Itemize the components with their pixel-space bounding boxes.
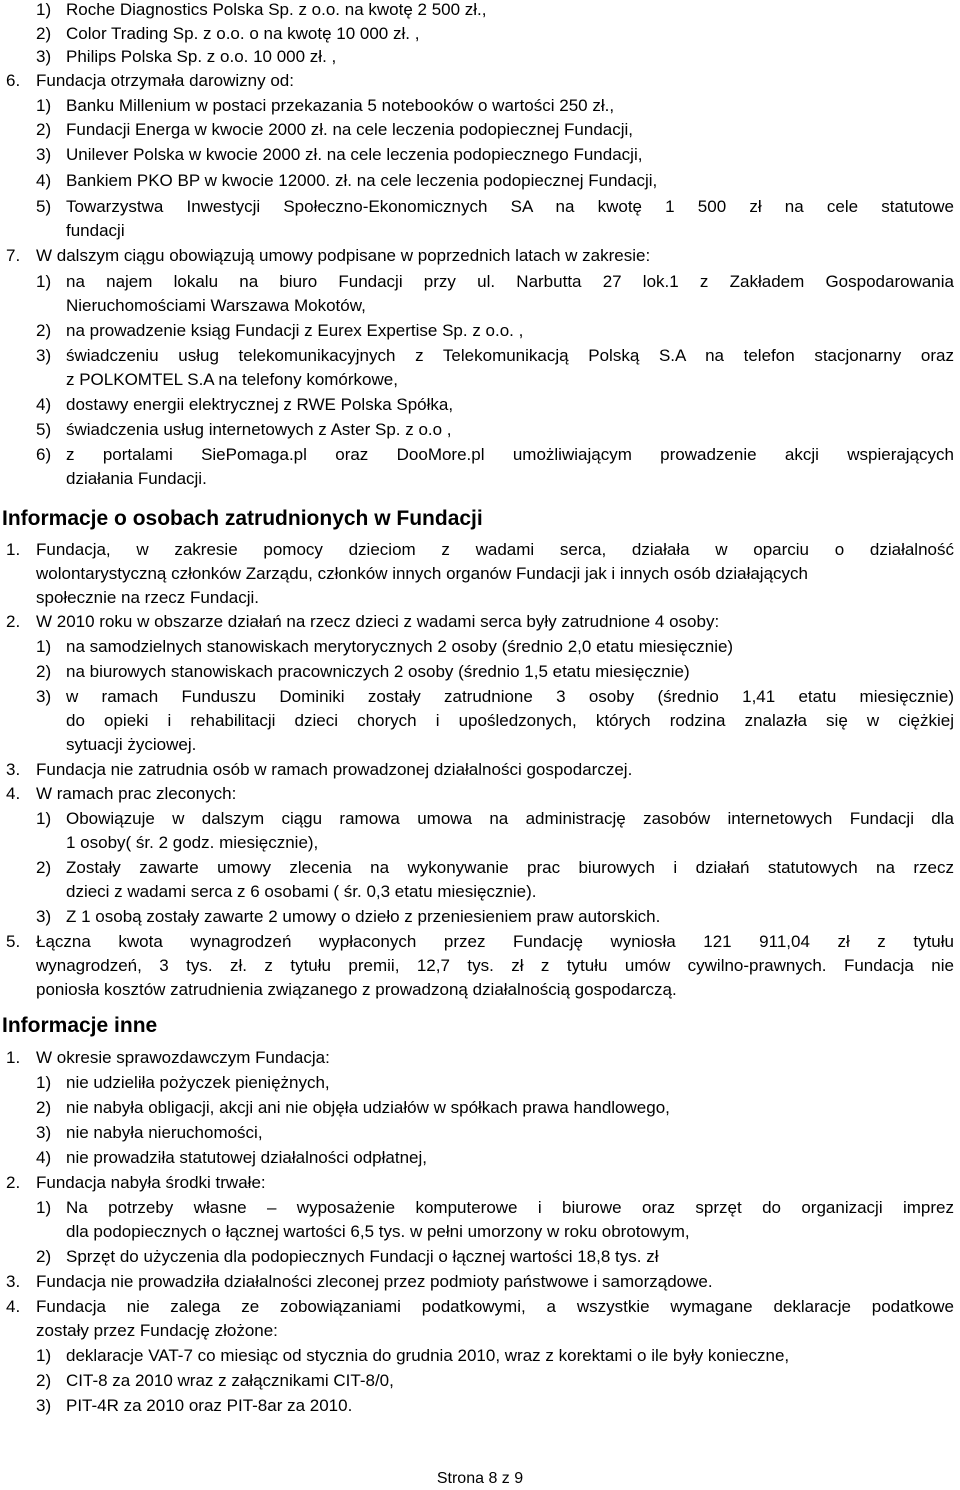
item-text: deklaracje VAT-7 co miesiąc od stycznia do grudnia 2010, wraz z korektami o ile były konieczne, xyxy=(66,1346,790,1365)
item-text: świadczenia usług internetowych z Aster Sp. z o.o , xyxy=(66,420,452,439)
item-number: 1. xyxy=(6,540,21,559)
item-number: 2) xyxy=(36,120,52,139)
item-text: Fundacja nie zatrudnia osób w ramach prowadzonej działalności gospodarczej. xyxy=(36,760,633,779)
item-number: 5) xyxy=(36,420,52,439)
item-text: Z 1 osobą zostały zawarte 2 umowy o dzieło z przeniesieniem praw autorskich. xyxy=(66,907,661,926)
item-text: W okresie sprawozdawczym Fundacja: xyxy=(36,1048,330,1067)
item-text-continued: do opieki i rehabilitacji dzieci chorych i upośledzonych, których rodzina znalazła się w ciężkiej xyxy=(66,711,954,730)
item-text: W ramach prac zleconych: xyxy=(36,784,237,803)
item-number: 7. xyxy=(6,246,21,265)
item-number: 4) xyxy=(36,395,52,414)
item-text: PIT-4R za 2010 oraz PIT-8ar za 2010. xyxy=(66,1396,353,1415)
paragraph-text-continued: zostały przez Fundację złożone: xyxy=(36,1321,278,1340)
item-text: dostawy energii elektrycznej z RWE Polska Spółka, xyxy=(66,395,454,414)
item-number: 3) xyxy=(36,145,52,164)
item-number: 3) xyxy=(36,47,52,66)
item-text: nie nabyła nieruchomości, xyxy=(66,1123,263,1142)
item-number: 6) xyxy=(36,445,52,464)
item-text: W 2010 roku w obszarze działań na rzecz dzieci z wadami serca były zatrudnione 4 osoby: xyxy=(36,612,720,631)
item-number: 5) xyxy=(36,197,52,216)
item-number: 1) xyxy=(36,1073,52,1092)
item-text: Banku Millenium w postaci przekazania 5 notebooków o wartości 250 zł., xyxy=(66,96,615,115)
item-number: 1) xyxy=(36,809,52,828)
item-number: 2) xyxy=(36,1098,52,1117)
item-text: Fundacja nabyła środki trwałe: xyxy=(36,1173,266,1192)
item-text: na biurowych stanowiskach pracowniczych 2 osoby (średnio 1,5 etatu miesięcznie) xyxy=(66,662,690,681)
item-text: Sprzęt do użyczenia dla podopiecznych Fundacji o łącznej wartości 18,8 tys. zł xyxy=(66,1247,659,1266)
item-number: 2) xyxy=(36,24,52,43)
item-text: Roche Diagnostics Polska Sp. z o.o. na kwotę 2 500 zł., xyxy=(66,0,487,19)
item-number: 3) xyxy=(36,346,52,365)
item-number: 3. xyxy=(6,1272,21,1291)
item-number: 3) xyxy=(36,1123,52,1142)
paragraph-text-continued: wolontarystyczną członków Zarządu, członków innych organów Fundacji jak i innych osób działających xyxy=(36,564,808,583)
item-number: 3) xyxy=(36,1396,52,1415)
item-text: Fundacji Energa w kwocie 2000 zł. na cele leczenia podopiecznej Fundacji, xyxy=(66,120,634,139)
item-number: 1) xyxy=(36,637,52,656)
item-number: 4) xyxy=(36,1148,52,1167)
item-text: na prowadzenie ksiąg Fundacji z Eurex Expertise Sp. z o.o. , xyxy=(66,321,524,340)
item-text-continued: dla podopiecznych o łącznej wartości 6,5 tys. w pełni umorzony w roku obrotowym, xyxy=(66,1222,690,1241)
item-number: 2) xyxy=(36,662,52,681)
item-number: 6. xyxy=(6,71,21,90)
item-text: Fundacja nie zalega ze zobowiązaniami podatkowymi, a wszystkie wymagane deklaracje podatkowe xyxy=(36,1297,954,1316)
item-text-continued: sytuacji życiowej. xyxy=(66,735,197,754)
paragraph-text-continued: społecznie na rzecz Fundacji. xyxy=(36,588,260,607)
item-text: Fundacja, w zakresie pomocy dzieciom z wadami serca, działała w oparciu o działalność xyxy=(36,540,954,559)
item-number: 1) xyxy=(36,1346,52,1365)
item-text: Color Trading Sp. z o.o. o na kwotę 10 000 zł. , xyxy=(66,24,420,43)
item-number: 3. xyxy=(6,760,21,779)
item-text-continued: Nieruchomościami Warszawa Mokotów, xyxy=(66,296,366,315)
item-text: Obowiązuje w dalszym ciągu ramowa umowa na administrację zasobów internetowych Fundacji dla xyxy=(66,809,954,828)
item-number: 2) xyxy=(36,1371,52,1390)
item-number: 2. xyxy=(6,612,21,631)
section-heading-other: Informacje inne xyxy=(2,1014,158,1037)
item-text-continued: z POLKOMTEL S.A na telefony komórkowe, xyxy=(66,370,398,389)
item-text: na najem lokalu na biuro Fundacji przy ul. Narbutta 27 lok.1 z Zakładem Gospodarowania xyxy=(66,272,954,291)
item-number: 1. xyxy=(6,1048,21,1067)
item-text: Łączna kwota wynagrodzeń wypłaconych przez Fundację wyniosła 121 911,04 zł z tytułu xyxy=(36,932,954,951)
item-text: Zostały zawarte umowy zlecenia na wykonywanie prac biurowych i działań statutowych na rzecz xyxy=(66,858,954,877)
item-text: w ramach Funduszu Dominiki zostały zatrudnione 3 osoby (średnio 1,41 etatu miesięcznie) xyxy=(66,687,954,706)
item-number: 2) xyxy=(36,858,52,877)
item-text: nie nabyła obligacji, akcji ani nie objęła udziałów w spółkach prawa handlowego, xyxy=(66,1098,670,1117)
item-number: 4) xyxy=(36,171,52,190)
item-number: 1) xyxy=(36,1198,52,1217)
item-text: Fundacja nie prowadziła działalności zleconej przez podmioty państwowe i samorządowe. xyxy=(36,1272,713,1291)
item-text: CIT-8 za 2010 wraz z załącznikami CIT-8/0, xyxy=(66,1371,394,1390)
item-text: Fundacja otrzymała darowizny od: xyxy=(36,71,294,90)
paragraph-text-continued: wynagrodzeń, 3 tys. zł. z tytułu premii, 12,7 tys. zł z tytułu umów cywilno-prawnych. Fundacja nie xyxy=(36,956,954,975)
item-number: 3) xyxy=(36,687,52,706)
item-text: na samodzielnych stanowiskach merytorycznych 2 osoby (średnio 2,0 etatu miesięcznie) xyxy=(66,637,734,656)
item-text: nie udzieliła pożyczek pieniężnych, xyxy=(66,1073,330,1092)
item-number: 1) xyxy=(36,272,52,291)
item-number: 1) xyxy=(36,96,52,115)
item-text: W dalszym ciągu obowiązują umowy podpisane w poprzednich latach w zakresie: xyxy=(36,246,651,265)
item-number: 3) xyxy=(36,907,52,926)
item-number: 1) xyxy=(36,0,52,19)
item-number: 4. xyxy=(6,1297,21,1316)
item-number: 4. xyxy=(6,784,21,803)
item-text: Unilever Polska w kwocie 2000 zł. na cele leczenia podopiecznego Fundacji, xyxy=(66,145,643,164)
item-text-continued: fundacji xyxy=(66,221,125,240)
item-text-continued: 1 osoby( śr. 2 godz. miesięcznie), xyxy=(66,833,319,852)
item-text: Towarzystwa Inwestycji Społeczno-Ekonomicznych SA na kwotę 1 500 zł na cele statutowe xyxy=(66,197,954,216)
item-text: Bankiem PKO BP w kwocie 12000. zł. na cele leczenia podopiecznej Fundacji, xyxy=(66,171,658,190)
paragraph-text-continued: poniosła kosztów zatrudnienia związanego z prowadzoną działalnością gospodarczą. xyxy=(36,980,677,999)
item-text-continued: dzieci z wadami serca z 6 osobami ( śr. 0,3 etatu miesięcznie). xyxy=(66,882,537,901)
item-text: z portalami SiePomaga.pl oraz DooMore.pl umożliwiającym prowadzenie akcji wspierających xyxy=(66,445,954,464)
page-number-footer: Strona 8 z 9 xyxy=(436,1470,524,1487)
item-number: 2. xyxy=(6,1173,21,1192)
item-text: nie prowadziła statutowej działalności odpłatnej, xyxy=(66,1148,427,1167)
item-text: świadczeniu usług telekomunikacyjnych z Telekomunikacją Polską S.A na telefon stacjonarny oraz xyxy=(66,346,954,365)
item-number: 2) xyxy=(36,321,52,340)
item-text: Na potrzeby własne – wyposażenie komputerowe i biurowe oraz sprzęt do organizacji imprez xyxy=(66,1198,954,1217)
section-heading-employees: Informacje o osobach zatrudnionych w Fundacji xyxy=(2,507,483,530)
item-text-continued: działania Fundacji. xyxy=(66,469,207,488)
item-text: Philips Polska Sp. z o.o. 10 000 zł. , xyxy=(66,47,337,66)
item-number: 2) xyxy=(36,1247,52,1266)
item-number: 5. xyxy=(6,932,21,951)
